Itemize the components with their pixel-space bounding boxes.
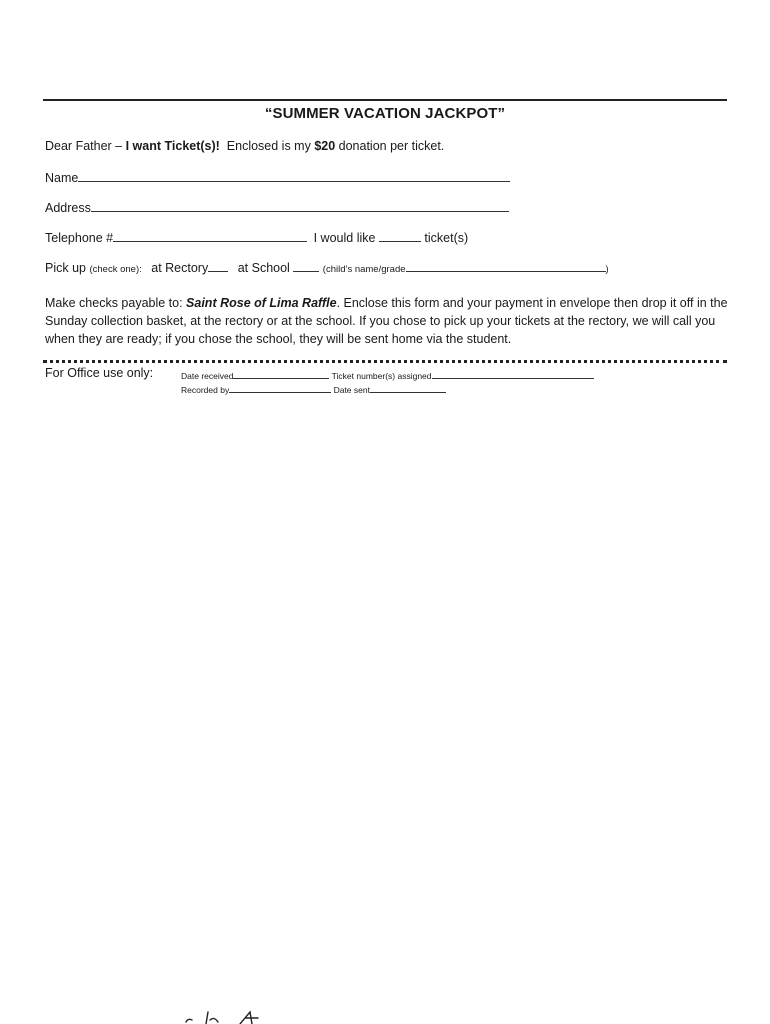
child-name-close: ) — [605, 264, 609, 275]
pickup-rectory-checkbox[interactable] — [208, 259, 228, 272]
pickup-check-one: (check one): — [89, 264, 142, 275]
intro-line — [45, 139, 444, 153]
intro-prefix: Dear Father – — [45, 139, 126, 153]
instructions-prefix: Make checks payable to: — [45, 296, 187, 310]
pickup-school-label: at School — [237, 261, 290, 275]
address-row — [45, 199, 509, 215]
tickets-label: ticket(s) — [424, 231, 469, 245]
would-like-label: I would like — [313, 231, 376, 245]
office-row-2 — [181, 383, 446, 395]
office-row-1 — [181, 369, 594, 381]
pickup-row — [45, 259, 609, 275]
date-sent-label: Date sent — [333, 385, 370, 395]
instructions-rest: . Enclose this form and your payment in envelope then drop it off in the Sunday collection basket, at the rectory or at the school. If you chose to pick up your tickets at the rectory, we will call you when they are ready; if you chose the school, they will be sent home via the student. — [45, 296, 728, 346]
recorded-by-label: Recorded by — [181, 385, 230, 395]
intro-middle: Enclosed is my — [219, 139, 315, 153]
pickup-label: Pick up — [45, 261, 86, 275]
date-received-field[interactable] — [233, 369, 329, 379]
intro-want: I want Ticket(s)! — [125, 139, 220, 153]
telephone-field[interactable] — [113, 229, 307, 242]
pickup-school-checkbox[interactable] — [293, 259, 319, 272]
dotted-divider — [43, 360, 727, 363]
office-use-label: For Office use only: — [45, 366, 154, 380]
recorded-by-field[interactable] — [229, 383, 331, 393]
name-field[interactable] — [78, 169, 510, 182]
address-field[interactable] — [91, 199, 509, 212]
intro-amount: $20 — [314, 139, 336, 153]
top-divider — [43, 99, 727, 101]
address-label: Address — [45, 201, 91, 215]
telephone-label: Telephone # — [45, 231, 114, 245]
intro-suffix: donation per ticket. — [335, 139, 445, 153]
date-sent-field[interactable] — [370, 383, 446, 393]
name-label: Name — [45, 171, 79, 185]
instructions-paragraph — [45, 294, 735, 348]
handwritten-scribble — [180, 1008, 280, 1024]
ticket-count-field[interactable] — [379, 229, 421, 242]
child-name-label: (child’s name/grade — [322, 264, 406, 275]
ticket-numbers-field[interactable] — [432, 369, 594, 379]
instructions-payee: Saint Rose of Lima Raffle — [186, 296, 337, 310]
pickup-rectory-label: at Rectory — [151, 261, 209, 275]
name-row — [45, 169, 510, 185]
telephone-row — [45, 229, 468, 245]
ticket-numbers-label: Ticket number(s) assigned — [331, 371, 432, 381]
form-title: “SUMMER VACATION JACKPOT” — [264, 105, 506, 122]
child-name-field[interactable] — [406, 261, 606, 272]
date-received-label: Date received — [181, 371, 234, 381]
